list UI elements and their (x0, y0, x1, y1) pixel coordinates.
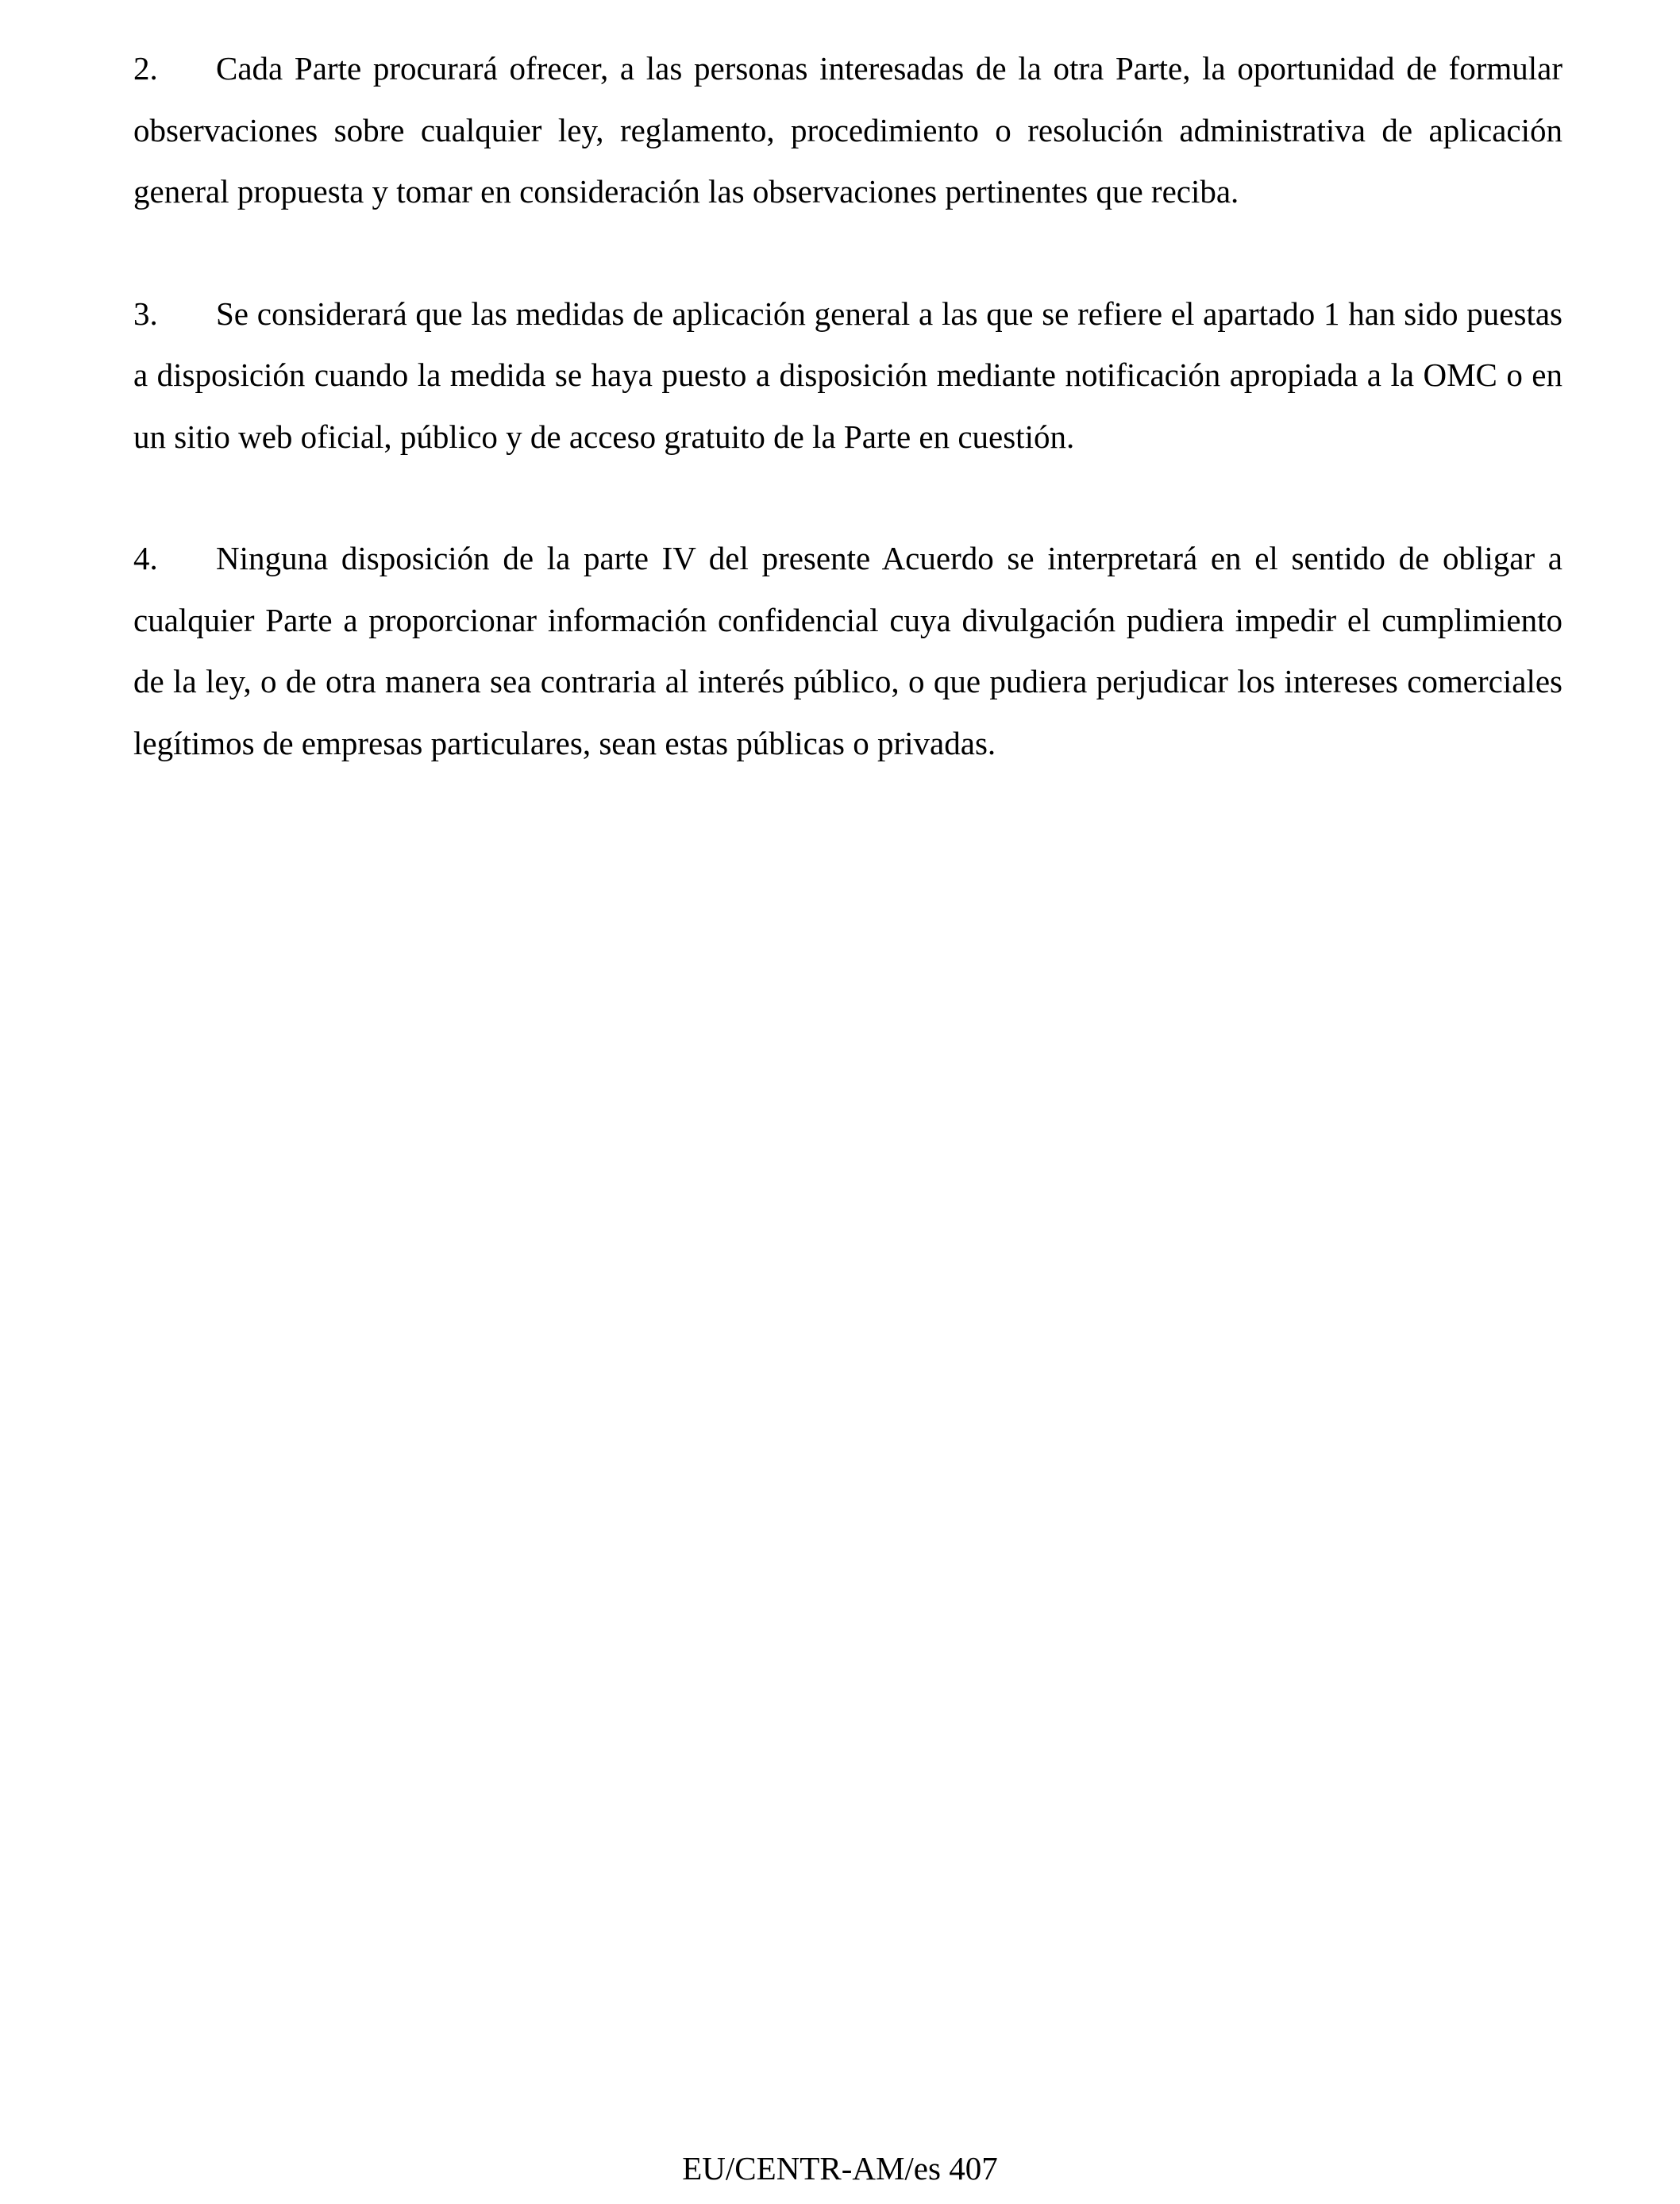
document-body (133, 38, 1562, 834)
paragraph-text: Ninguna disposición de la parte IV del presente Acuerdo se interpretará en el sentido de obligar a cualquier Parte a proporcionar información confidencial cuya divulgación pudiera impedir el cumplimiento de la ley, o de otra manera sea contraria al interés público, o que pudiera perjudicar los intereses comerciales legítimos de empresas particulares, sean estas públicas o privadas. (133, 540, 1562, 761)
page-footer-reference: EU/CENTR-AM/es 407 (682, 2150, 998, 2187)
paragraph-number: 2. (133, 50, 158, 87)
paragraph-2 (133, 38, 1562, 223)
paragraph-text: Cada Parte procurará ofrecer, a las personas interesadas de la otra Parte, la oportunidad de formular observaciones sobre cualquier ley, reglamento, procedimiento o resolución administrativa de aplicación general propuesta y tomar en consideración las observaciones pertinentes que reciba. (133, 50, 1562, 210)
paragraph-4 (133, 528, 1562, 774)
paragraph-text: Se considerará que las medidas de aplicación general a las que se refiere el apartado 1 han sido puestas a disposición cuando la medida se haya puesto a disposición mediante notificación apropiada a la OMC o en un sitio web oficial, público y de acceso gratuito de la Parte en cuestión. (133, 295, 1562, 455)
paragraph-number: 3. (133, 295, 158, 332)
paragraph-3 (133, 283, 1562, 468)
paragraph-number: 4. (133, 540, 158, 576)
